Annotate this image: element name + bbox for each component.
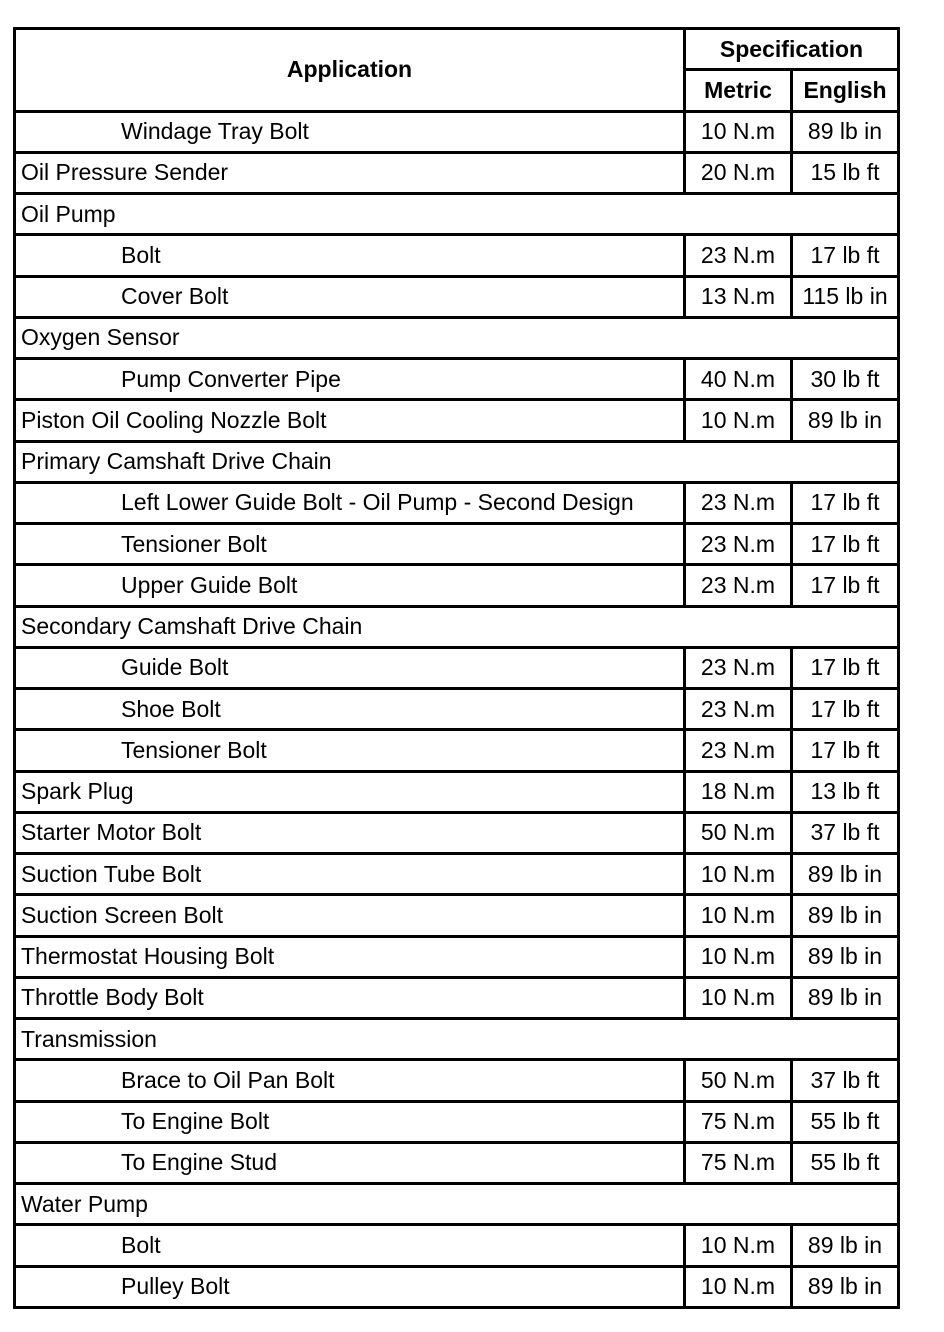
application-cell: Tensioner Bolt [15, 524, 685, 565]
specification-header: Specification [685, 29, 899, 70]
metric-cell: 23 N.m [685, 730, 792, 771]
torque-spec-table [13, 27, 900, 1309]
metric-cell: 23 N.m [685, 235, 792, 276]
table-row [15, 1225, 899, 1266]
english-cell: 15 lb ft [792, 152, 899, 193]
english-cell: 89 lb in [792, 854, 899, 895]
application-cell: Cover Bolt [15, 276, 685, 317]
application-cell: Oil Pressure Sender [15, 152, 685, 193]
application-cell: Throttle Body Bolt [15, 977, 685, 1018]
torque-spec-table-container [13, 27, 900, 1309]
application-cell: Bolt [15, 1225, 685, 1266]
table-row [15, 977, 899, 1018]
english-cell: 13 lb ft [792, 771, 899, 812]
table-row [15, 400, 899, 441]
table-row [15, 771, 899, 812]
group-label: Oil Pump [15, 194, 899, 235]
group-row [15, 317, 899, 358]
metric-cell: 10 N.m [685, 936, 792, 977]
metric-cell: 23 N.m [685, 689, 792, 730]
application-cell: Pulley Bolt [15, 1266, 685, 1307]
english-cell: 17 lb ft [792, 647, 899, 688]
english-cell: 89 lb in [792, 1266, 899, 1307]
metric-cell: 23 N.m [685, 647, 792, 688]
table-row [15, 152, 899, 193]
application-cell: Pump Converter Pipe [15, 359, 685, 400]
group-label: Transmission [15, 1019, 899, 1060]
application-cell: Bolt [15, 235, 685, 276]
english-cell: 17 lb ft [792, 565, 899, 606]
group-label: Water Pump [15, 1184, 899, 1225]
metric-header: Metric [685, 70, 792, 111]
metric-cell: 75 N.m [685, 1142, 792, 1183]
group-row [15, 1019, 899, 1060]
english-cell: 17 lb ft [792, 730, 899, 771]
metric-cell: 10 N.m [685, 1266, 792, 1307]
english-cell: 30 lb ft [792, 359, 899, 400]
table-row [15, 524, 899, 565]
group-label: Primary Camshaft Drive Chain [15, 441, 899, 482]
metric-cell: 23 N.m [685, 565, 792, 606]
metric-cell: 10 N.m [685, 400, 792, 441]
application-cell: Suction Tube Bolt [15, 854, 685, 895]
table-row [15, 1142, 899, 1183]
table-header [15, 29, 899, 112]
application-cell: To Engine Stud [15, 1142, 685, 1183]
english-cell: 37 lb ft [792, 812, 899, 853]
group-row [15, 441, 899, 482]
metric-cell: 40 N.m [685, 359, 792, 400]
application-cell: Brace to Oil Pan Bolt [15, 1060, 685, 1101]
english-cell: 89 lb in [792, 977, 899, 1018]
english-cell: 55 lb ft [792, 1101, 899, 1142]
application-cell: Spark Plug [15, 771, 685, 812]
table-row [15, 936, 899, 977]
group-row [15, 1184, 899, 1225]
application-cell: Windage Tray Bolt [15, 111, 685, 152]
english-cell: 17 lb ft [792, 235, 899, 276]
table-row [15, 565, 899, 606]
table-row [15, 482, 899, 523]
table-row [15, 647, 899, 688]
application-cell: Thermostat Housing Bolt [15, 936, 685, 977]
table-row [15, 1266, 899, 1307]
metric-cell: 10 N.m [685, 895, 792, 936]
metric-cell: 50 N.m [685, 1060, 792, 1101]
table-row [15, 1101, 899, 1142]
application-cell: Piston Oil Cooling Nozzle Bolt [15, 400, 685, 441]
application-cell: Upper Guide Bolt [15, 565, 685, 606]
metric-cell: 13 N.m [685, 276, 792, 317]
group-label: Secondary Camshaft Drive Chain [15, 606, 899, 647]
table-row [15, 276, 899, 317]
metric-cell: 50 N.m [685, 812, 792, 853]
metric-cell: 20 N.m [685, 152, 792, 193]
english-cell: 17 lb ft [792, 689, 899, 730]
metric-cell: 10 N.m [685, 977, 792, 1018]
group-row [15, 606, 899, 647]
application-cell: To Engine Bolt [15, 1101, 685, 1142]
metric-cell: 18 N.m [685, 771, 792, 812]
english-cell: 89 lb in [792, 400, 899, 441]
table-row [15, 359, 899, 400]
metric-cell: 75 N.m [685, 1101, 792, 1142]
english-cell: 17 lb ft [792, 482, 899, 523]
application-cell: Starter Motor Bolt [15, 812, 685, 853]
english-cell: 89 lb in [792, 111, 899, 152]
metric-cell: 23 N.m [685, 524, 792, 565]
application-cell: Tensioner Bolt [15, 730, 685, 771]
table-row [15, 812, 899, 853]
english-header: English [792, 70, 899, 111]
english-cell: 37 lb ft [792, 1060, 899, 1101]
group-label: Oxygen Sensor [15, 317, 899, 358]
application-cell: Left Lower Guide Bolt - Oil Pump - Second Design [15, 482, 685, 523]
metric-cell: 10 N.m [685, 854, 792, 895]
application-cell: Shoe Bolt [15, 689, 685, 730]
application-header: Application [15, 29, 685, 112]
table-row [15, 689, 899, 730]
english-cell: 17 lb ft [792, 524, 899, 565]
metric-cell: 23 N.m [685, 482, 792, 523]
metric-cell: 10 N.m [685, 111, 792, 152]
english-cell: 89 lb in [792, 936, 899, 977]
table-row [15, 1060, 899, 1101]
application-cell: Guide Bolt [15, 647, 685, 688]
english-cell: 55 lb ft [792, 1142, 899, 1183]
metric-cell: 10 N.m [685, 1225, 792, 1266]
table-row [15, 111, 899, 152]
group-row [15, 194, 899, 235]
application-cell: Suction Screen Bolt [15, 895, 685, 936]
table-row [15, 854, 899, 895]
english-cell: 89 lb in [792, 1225, 899, 1266]
table-row [15, 895, 899, 936]
table-body [15, 111, 899, 1307]
table-row [15, 235, 899, 276]
english-cell: 89 lb in [792, 895, 899, 936]
english-cell: 115 lb in [792, 276, 899, 317]
table-row [15, 730, 899, 771]
